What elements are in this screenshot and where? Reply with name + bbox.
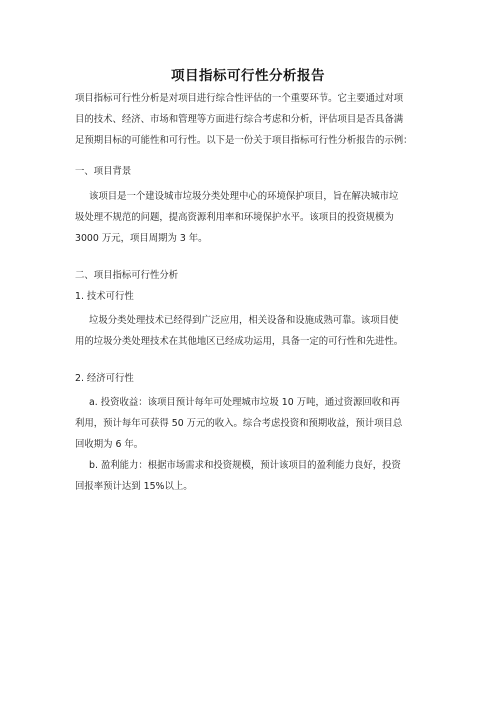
economic-item-a — [75, 392, 423, 455]
section-heading-background: 一、项目背景 — [75, 166, 132, 177]
economic-a-line: 回收期为 6 年。 — [75, 439, 144, 450]
intro-line: 项目指标可行性分析是对项目进行综合性评估的一个重要环节。它主要通过对项 — [75, 93, 404, 104]
section-heading-analysis: 二、项目指标可行性分析 — [75, 270, 179, 281]
economic-b-line: 回报率预计达到 15%以上。 — [75, 481, 193, 492]
technical-line: 垃圾分类处理技术已经得到广泛应用，相关设备和设施成熟可靠。该项目使 — [89, 315, 399, 326]
background-line: 圾处理不规范的问题，提高资源利用率和环境保护水平。该项目的投资规模为 — [75, 212, 394, 223]
background-paragraph — [75, 186, 423, 249]
intro-line: 足预期目标的可能性和可行性。以下是一份关于项目指标可行性分析报告的示例： — [75, 135, 413, 146]
subsection-heading-economic: 2. 经济可行性 — [75, 373, 134, 384]
technical-paragraph — [75, 310, 423, 352]
technical-line: 用的垃圾分类处理技术在其他地区已经成功运用，具备一定的可行性和先进性。 — [75, 336, 404, 347]
economic-item-b — [75, 455, 423, 497]
background-line: 该项目是一个建设城市垃圾分类处理中心的环境保护项目，旨在解决城市垃 — [89, 191, 399, 202]
economic-b-line: b. 盈利能力：根据市场需求和投资规模，预计该项目的盈利能力良好，投资 — [89, 460, 401, 471]
subsection-heading-technical: 1. 技术可行性 — [75, 291, 134, 302]
intro-line: 目的技术、经济、市场和管理等方面进行综合考虑和分析，评估项目是否具备满 — [75, 114, 404, 125]
economic-a-line: 利用，预计每年可获得 50 万元的收入。综合考虑投资和预期收益，预计项目总 — [75, 418, 403, 429]
background-line: 3000 万元，项目周期为 3 年。 — [75, 233, 208, 244]
document-title: 项目指标可行性分析报告 — [171, 68, 325, 84]
economic-a-line: a. 投资收益：该项目预计每年可处理城市垃圾 10 万吨，通过资源回收和再 — [89, 397, 400, 408]
intro-paragraph — [75, 88, 423, 151]
